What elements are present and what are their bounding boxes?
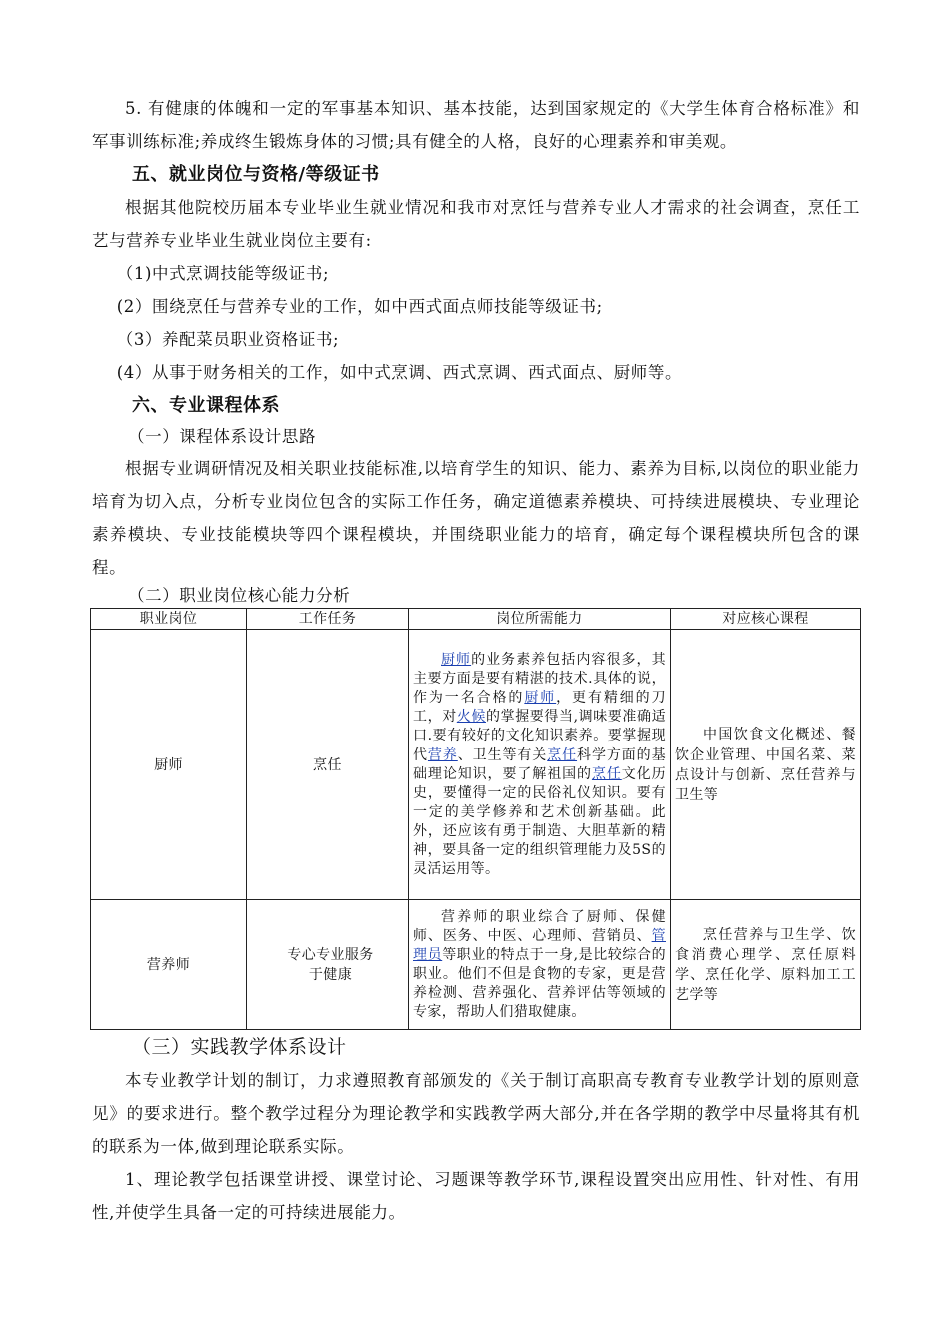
table-header-row <box>91 609 861 630</box>
row2-course: 烹任营养与卫生学、饮食消费心理学、烹任原料学、烹任化学、原料加工工艺学等 <box>671 900 861 1030</box>
section5-intro: 根据其他院校历届本专业毕业生就业情况和我市对烹饪与营养专业人才需求的社会调查，烹任工艺与营养专业毕业生就业岗位主要有: <box>92 198 860 250</box>
section-practice-heading: （三）实践教学体系设计 <box>132 1036 347 1058</box>
row1-course: 中国饮食文化概述、餐饮企业管理、中国名菜、菜点设计与创新、烹任营养与卫生等 <box>671 630 861 900</box>
header-ability: 岗位所需能力 <box>409 609 671 630</box>
row1-ability: 厨师的业务素养包括内容很多，其主要方面是要有精湛的技术.具体的说，作为一名合格的厨师，更有精细的刀工，对火候的掌握要得当,调味要准确适口.要有较好的文化知识素养。要掌握现代营养、卫生等有关烹任科学方面的基础理论知识，要了解祖国的烹任文化历史，要懂得一定的民俗礼仪知识。要有一定的美学修养和艺术创新基础。此外，还应该有勇于制造、大胆革新的精神，要具备一定的组织管理能力及5S的灵活运用等。 <box>409 630 671 900</box>
table-row <box>91 900 861 1030</box>
row1-post: 厨师 <box>91 630 247 900</box>
row2-task: 专心专业服务于健康 <box>247 900 409 1030</box>
table-row <box>91 630 861 900</box>
header-task: 工作任务 <box>247 609 409 630</box>
cert-item-2: (2）围绕烹任与营养专业的工作，如中西式面点师技能等级证书; <box>116 297 603 316</box>
header-post: 职业岗位 <box>91 609 247 630</box>
core-ability-table <box>90 608 861 1030</box>
section6-heading: 六、专业课程体系 <box>132 395 280 416</box>
cert-item-3: （3）养配菜员职业资格证书; <box>116 330 340 349</box>
link-cooking-2[interactable]: 烹任 <box>591 765 622 782</box>
practice-para2: 1、理论教学包括课堂讲授、课堂讨论、习题课等教学环节,课程设置突出应用性、针对性、有用性,并使学生具备一定的可持续进展能力。 <box>92 1170 860 1222</box>
header-course: 对应核心课程 <box>671 609 861 630</box>
link-chef[interactable]: 厨师 <box>441 651 472 668</box>
cert-item-1: （1)中式烹调技能等级证书; <box>116 264 330 283</box>
section6-sub2: （二）职业岗位核心能力分析 <box>128 586 351 605</box>
link-heat[interactable]: 火候 <box>456 708 486 725</box>
row2-post: 营养师 <box>91 900 247 1030</box>
link-nutrition[interactable]: 营养 <box>427 746 458 763</box>
practice-para1: 本专业教学计划的制订，力求遵照教育部颁发的《关于制订高职高专教育专业教学计划的原则意见》的要求进行。整个教学过程分为理论教学和实践教学两大部分,并在各学期的教学中尽量将其有机的联系为一体,做到理论联系实际。 <box>92 1071 860 1156</box>
objective-item-5: 5. 有健康的体魄和一定的军事基本知识、基本技能，达到国家规定的《大学生体育合格标准》和军事训练标准;养成终生锻炼身体的习惯;具有健全的人格，良好的心理素养和审美观。 <box>92 99 860 151</box>
link-chef-2[interactable]: 厨师 <box>524 689 557 706</box>
row2-ability: 营养师的职业综合了厨师、保健师、医务、中医、心理师、营销员、管理员等职业的特点于一身,是比较综合的职业。他们不但是食物的专家，更是营养检测、营养强化、营养评估等领域的专家，帮助人们猎取健康。 <box>409 900 671 1030</box>
row1-task: 烹任 <box>247 630 409 900</box>
link-cooking[interactable]: 烹任 <box>547 746 578 763</box>
section6-para1: 根据专业调研情况及相关职业技能标准,以培育学生的知识、能力、素养为目标,以岗位的职业能力培育为切入点，分析专业岗位包含的实际工作任务，确定道德素养模块、可持续进展模块、专业理论素养模块、专业技能模块等四个课程模块，并围绕职业能力的培育，确定每个课程模块所包含的课程。 <box>92 459 860 577</box>
document-page <box>92 92 860 1229</box>
cert-item-4: (4）从事于财务相关的工作，如中式烹调、西式烹调、西式面点、厨师等。 <box>116 363 683 382</box>
section6-sub1: （一）课程体系设计思路 <box>128 427 317 446</box>
section5-heading: 五、就业岗位与资格/等级证书 <box>132 164 380 185</box>
link-manager[interactable]: 管理员 <box>413 927 666 963</box>
